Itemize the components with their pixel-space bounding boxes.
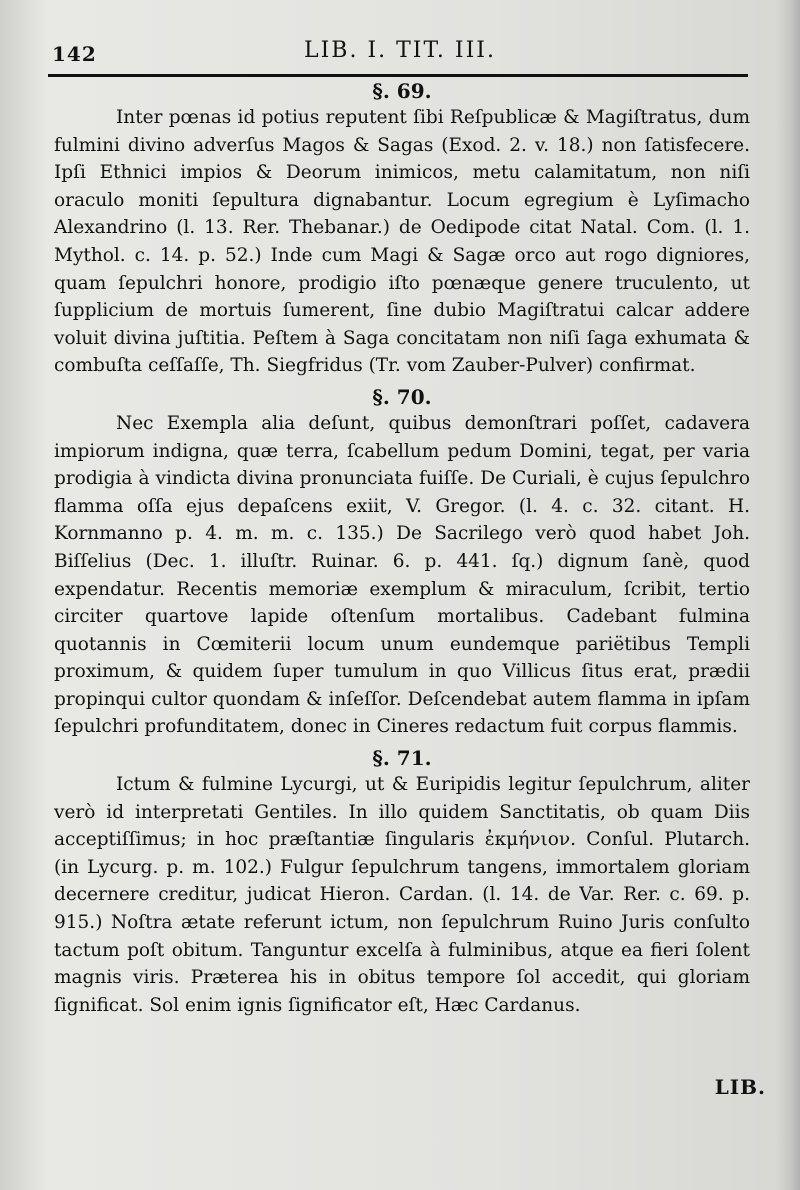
catchword: LIB.	[714, 1075, 766, 1099]
section-71	[54, 745, 750, 1019]
page-header	[0, 30, 800, 70]
page-number: 142	[52, 42, 97, 66]
section-69	[54, 78, 750, 380]
section-heading: §. 71.	[372, 746, 432, 771]
section-70	[54, 384, 750, 741]
header-rule	[48, 74, 748, 77]
section-paragraph: Inter pœnas id potius reputent ſibi Reſpublicæ & Magiſtratus, dum fulmini divino adverſus Magos & Sagas (Exod. 2. v. 18.) non ſatisfecere. Ipſi Ethnici impios & Deorum inimicos, metu calamitatum, non niſi oraculo moniti ſepultura dignabantur. Locum egregium è Lyſimacho Alexandrino (l. 13. Rer. Thebanar.) de Oedipode citat Natal. Com. (l. 1. Mythol. c. 14. p. 52.) Inde cum Magi & Sagæ orco aut rogo digniores, quam ſepulchri honore, prodigio iſto pœnæque genere truculento, ut ſupplicium de mortuis ſumerent, ſine dubio Magiſtratui calcar addere voluit divina juſtitia. Peſtem à Saga concitatam non niſi ſaga exhumata & combuſta ceſſaſſe, Th. Siegfridus (Tr. vom Zauber-Pulver) confirmat.	[54, 107, 750, 377]
section-paragraph: Nec Exempla alia deſunt, quibus demonſtrari poſſet, cadavera impiorum indigna, quæ terra, ſcabellum pedum Domini, tegat, per varia prodigia à vindicta divina pronunciata fuiſſe. De Curiali, è cujus ſepulchro flamma oſſa ejus depaſcens exiit, V. Gregor. (l. 4. c. 32. citant. H. Kornmanno p. 4. m. m. c. 135.) De Sacrilego verò quod habet Joh. Biſſelius (Dec. 1. illuſtr. Ruinar. 6. p. 441. ſq.) dignum ſanè, quod expendatur. Recentis memoriæ exemplum & miraculum, ſcribit, tertio circiter quartove lapide oſtenſum mortalibus. Cadebant fulmina quotannis in Cœmiterii locum unum eundemque pariëtibus Templi proximum, & quidem ſuper tumulum in quo Villicus ſitus erat, prædii propinqui cultor quondam & inſeſſor. Deſcendebat autem flamma in ipſam ſepulchri profunditatem, donec in Cineres redactum fuit corpus flammis.	[54, 412, 750, 738]
page-edge-shadow	[776, 0, 800, 1190]
page-body	[54, 78, 750, 1019]
section-paragraph: Ictum & fulmine Lycurgi, ut & Euripidis legitur ſepulchrum, aliter verò id interpretati Gentiles. In illo quidem Sanctitatis, ob quam Diis acceptiſſimus; in hoc præſtantiæ ſingularis ἐκμήνιον. Conſul. Plutarch. (in Lycurg. p. m. 102.) Fulgur ſepulchrum tangens, immortalem gloriam decernere creditur, judicat Hieron. Cardan. (l. 14. de Var. Rer. c. 69. p. 915.) Noſtra ætate referunt ictum, non ſepulchrum Ruino Juris conſulto tactum poſt obitum. Tanguntur excelſa à fulminibus, atque ea fieri ſolent magnis viris. Præterea his in obitus tempore ſol accedit, qui gloriam ſignificat. Sol enim ignis ſignificator eſt, Hæc Cardanus.	[54, 774, 750, 1016]
section-heading: §. 70.	[372, 384, 432, 409]
section-heading: §. 69.	[372, 79, 432, 103]
running-head: LIB. I. TIT. III.	[304, 38, 496, 63]
